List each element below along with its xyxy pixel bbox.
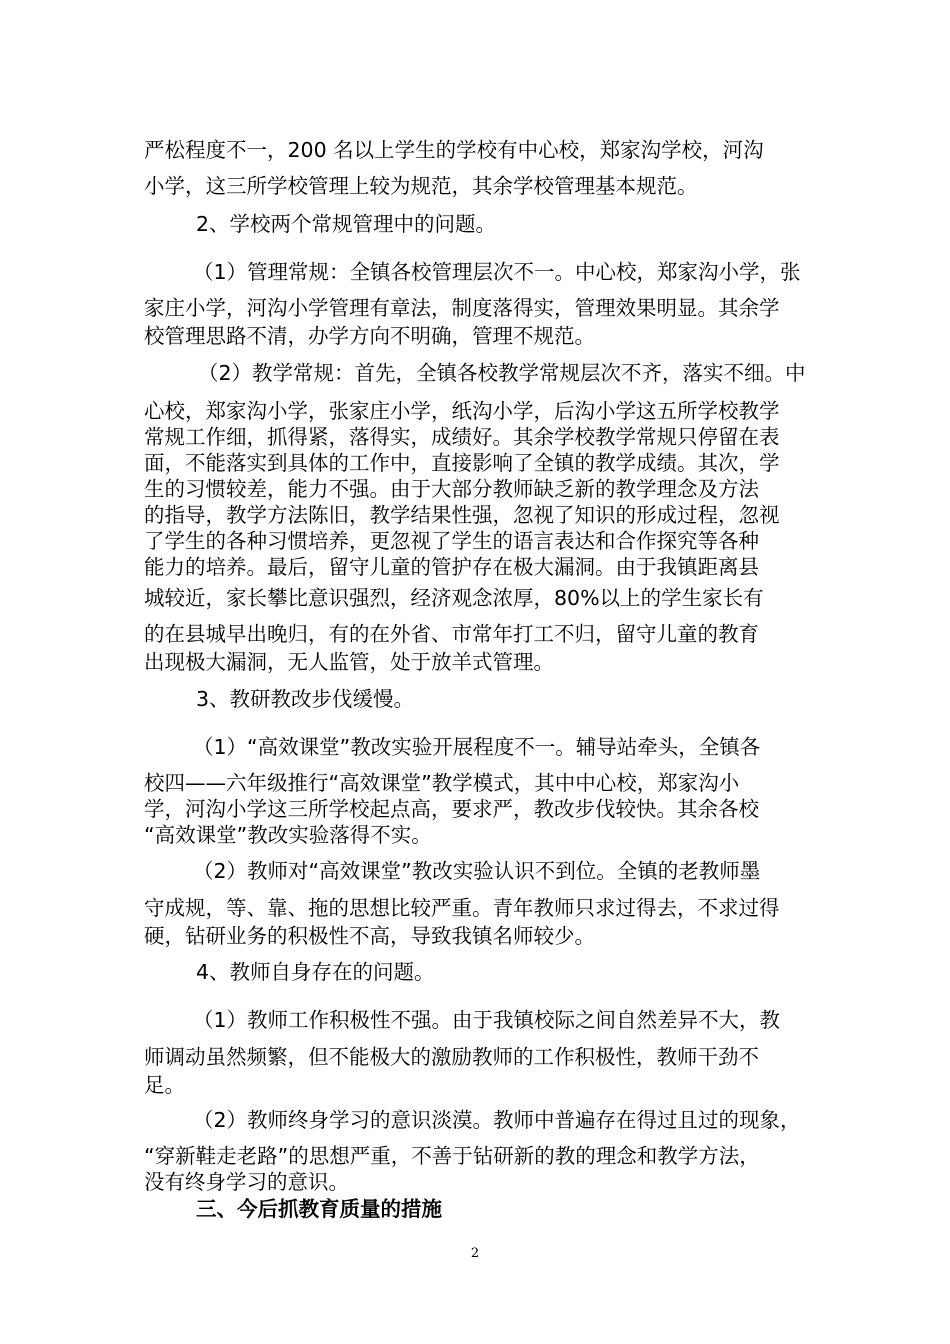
section-heading: 4、教师自身存在的问题。 bbox=[196, 960, 435, 984]
text-line: 小学，这三所学校管理上较为规范，其余学校管理基本规范。 bbox=[144, 174, 698, 198]
text-line: 生的习惯较差，能力不强。由于大部分教师缺乏新的教学理念及方法 bbox=[144, 477, 759, 501]
text-line: （2）教师对“高效课堂”教改实验认识不到位。全镇的老教师墨 bbox=[193, 859, 761, 883]
text-line: 严松程度不一，200 名以上学生的学校有中心校，郑家沟学校，河沟 bbox=[144, 138, 764, 162]
text-line: 出现极大漏洞，无人监管，处于放羊式管理。 bbox=[144, 650, 554, 674]
text-line: 常规工作细，抓得紧，落得实，成绩好。其余学校教学常规只停留在表 bbox=[144, 425, 780, 449]
text-line: （2）教师终身学习的意识淡漠。教师中普遍存在得过且过的现象， bbox=[193, 1108, 801, 1132]
text-line: 校管理思路不清，办学方向不明确，管理不规范。 bbox=[144, 324, 595, 348]
section-heading: 2、学校两个常规管理中的问题。 bbox=[196, 212, 497, 236]
text-line: （1）教师工作积极性不强。由于我镇校际之间自然差异不大，教 bbox=[193, 1008, 781, 1032]
text-line: “高效课堂”教改实验落得不实。 bbox=[144, 823, 432, 847]
text-line: 足。 bbox=[144, 1073, 185, 1097]
section-heading: 三、今后抓教育质量的措施 bbox=[196, 1197, 442, 1221]
text-line: 硬，钻研业务的积极性不高，导致我镇名师较少。 bbox=[144, 924, 595, 948]
text-line: （1）管理常规：全镇各校管理层次不一。中心校，郑家沟小学，张 bbox=[193, 260, 801, 284]
text-line: 了学生的各种习惯培养，更忽视了学生的语言表达和合作探究等各种 bbox=[144, 529, 759, 553]
text-line: 守成规，等、靠、拖的思想比较严重。青年教师只求过得去，不求过得 bbox=[144, 896, 780, 920]
text-line: 校四——六年级推行“高效课堂”教学模式，其中中心校，郑家沟小 bbox=[144, 771, 740, 795]
text-line: 家庄小学，河沟小学管理有章法，制度落得实，管理效果明显。其余学 bbox=[144, 296, 780, 320]
section-heading: 3、教研教改步伐缓慢。 bbox=[196, 687, 415, 711]
text-line: （2）教学常规：首先，全镇各校教学常规层次不齐，落实不细。中 bbox=[198, 361, 806, 385]
page-number: 2 bbox=[470, 1246, 480, 1261]
text-line: 面，不能落实到具体的工作中，直接影响了全镇的教学成绩。其次，学 bbox=[144, 451, 780, 475]
text-line: 能力的培养。最后，留守儿童的管护存在极大漏洞。由于我镇距离县 bbox=[144, 555, 759, 579]
text-line: “穿新鞋走老路”的思想严重，不善于钻研新的教的理念和教学方法， bbox=[144, 1144, 760, 1168]
text-line: 的指导，教学方法陈旧，教学结果性强，忽视了知识的形成过程，忽视 bbox=[144, 503, 780, 527]
text-line: 没有终身学习的意识。 bbox=[144, 1170, 349, 1194]
text-line: 学，河沟小学这三所学校起点高，要求严，教改步伐较快。其余各校 bbox=[144, 797, 759, 821]
text-line: 心校，郑家沟小学，张家庄小学，纸沟小学，后沟小学这五所学校教学 bbox=[144, 399, 780, 423]
text-line: 城较近，家长攀比意识强烈，经济观念浓厚，80%以上的学生家长有 bbox=[144, 586, 764, 610]
text-line: 的在县城早出晚归，有的在外省、市常年打工不归，留守儿童的教育 bbox=[144, 622, 759, 646]
text-line: （1）“高效课堂”教改实验开展程度不一。辅导站牵头，全镇各 bbox=[193, 735, 761, 759]
text-line: 师调动虽然频繁，但不能极大的激励教师的工作积极性，教师干劲不 bbox=[144, 1045, 759, 1069]
